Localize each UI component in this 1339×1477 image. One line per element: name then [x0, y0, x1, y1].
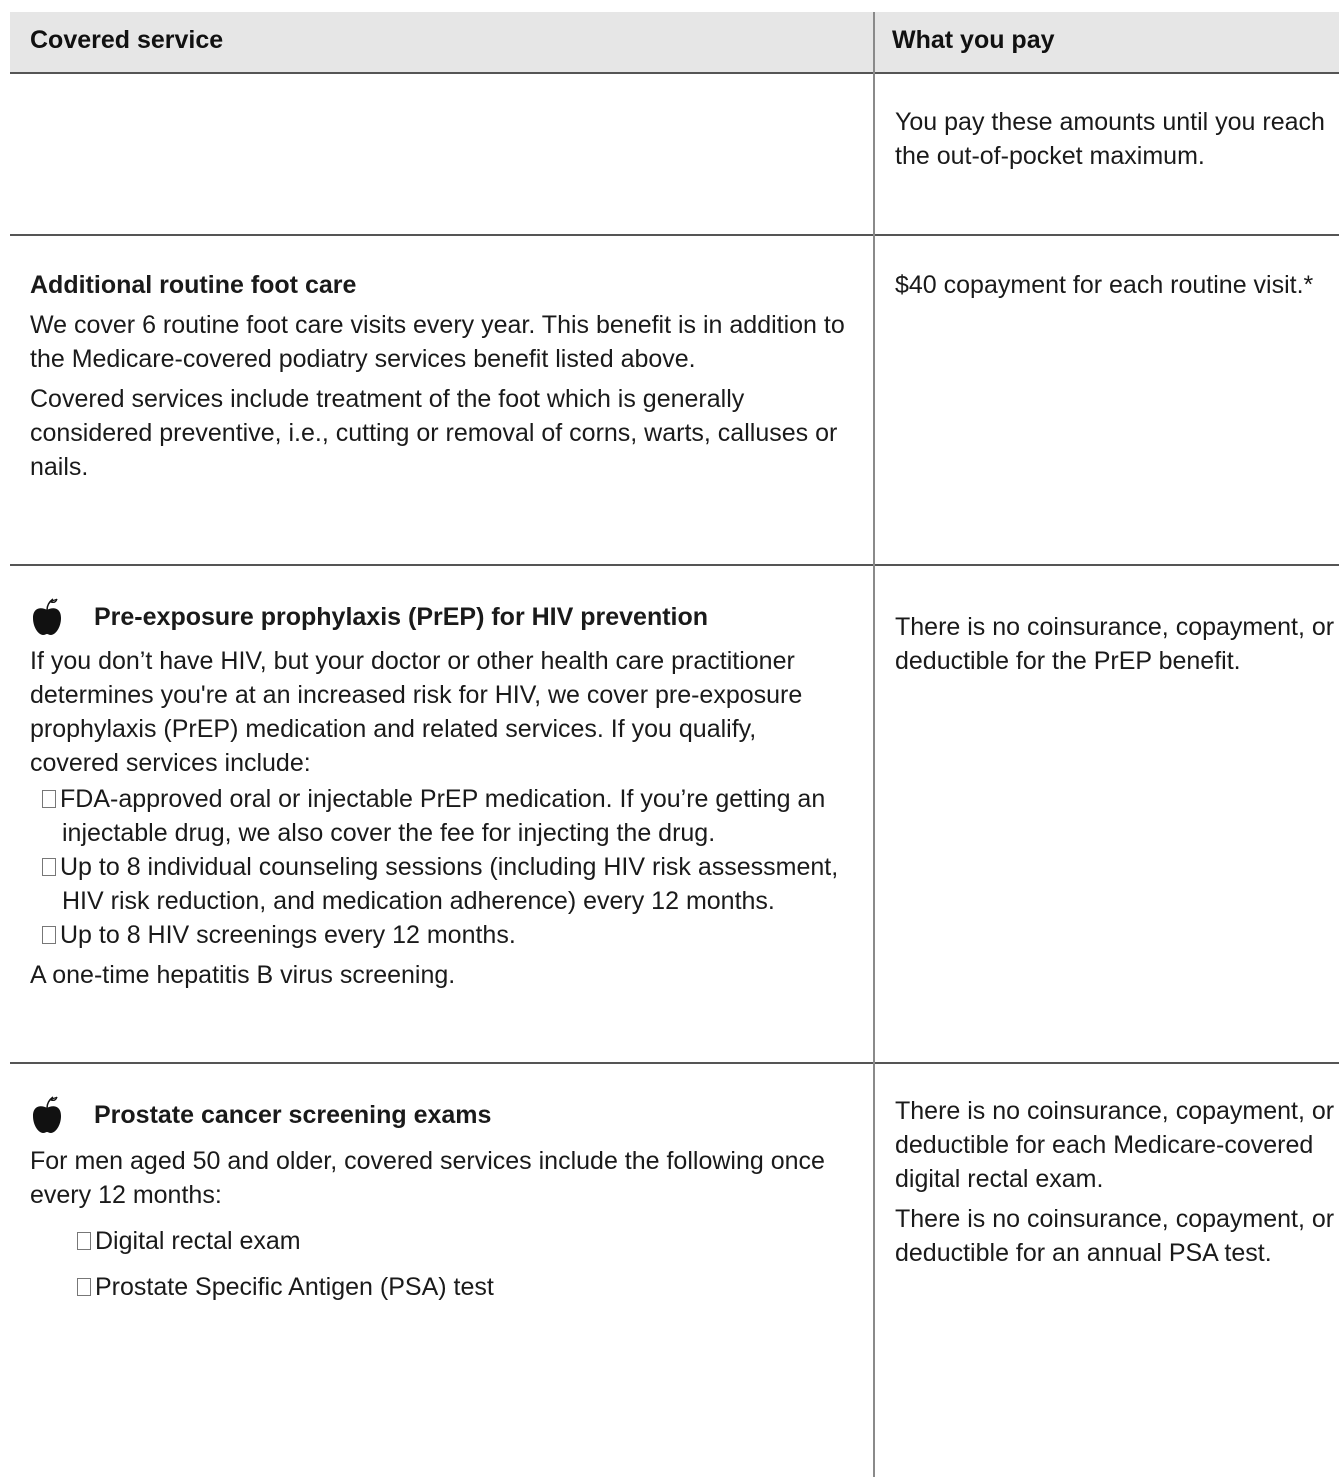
table-row	[10, 566, 1339, 1064]
pay-text: $40 copayment for each routine visit.*	[895, 271, 1314, 299]
table-row	[10, 236, 1339, 566]
list-item: Up to 8 individual counseling sessions (including HIV risk assessment, HIV risk reduction, and medication adherence) every 12 months.	[30, 850, 850, 918]
service-description: A one-time hepatitis B virus screening.	[30, 961, 456, 989]
bullet-box-icon	[42, 926, 56, 944]
table-header	[10, 12, 1339, 74]
list-item: Up to 8 HIV screenings every 12 months.	[30, 918, 850, 952]
bullet-box-icon	[42, 858, 56, 876]
apple-icon	[30, 598, 64, 636]
service-description: Covered services include treatment of the foot which is generally considered preventive, i.e., cutting or removal of corns, warts, calluses or nails.	[30, 385, 838, 481]
header-covered-service: Covered service	[30, 26, 224, 54]
list-item: Prostate Specific Antigen (PSA) test	[30, 1270, 850, 1304]
service-title: Pre-exposure prophylaxis (PrEP) for HIV prevention	[94, 603, 709, 631]
column-divider	[873, 12, 875, 1477]
bullet-box-icon	[77, 1232, 91, 1250]
service-description: If you don’t have HIV, but your doctor or other health care practitioner determines you're at an increased risk for HIV, we cover pre-exposure prophylaxis (PrEP) medication and related services. If you qualify, covered services include:	[30, 647, 803, 777]
header-what-you-pay: What you pay	[892, 26, 1055, 54]
service-title: Additional routine foot care	[30, 271, 357, 299]
table-row	[10, 72, 1339, 236]
pay-text: There is no coinsurance, copayment, or deductible for the PrEP benefit.	[895, 613, 1335, 675]
table-row	[10, 1064, 1339, 1477]
service-description: For men aged 50 and older, covered services include the following once every 12 months:	[30, 1147, 825, 1209]
list-item: FDA-approved oral or injectable PrEP medication. If you’re getting an injectable drug, we also cover the fee for injecting the drug.	[30, 782, 850, 850]
pay-text: You pay these amounts until you reach the out-of-pocket maximum.	[895, 108, 1325, 170]
list-item: Digital rectal exam	[30, 1224, 850, 1258]
bullet-box-icon	[77, 1278, 91, 1296]
apple-icon	[30, 1096, 64, 1134]
bullet-box-icon	[42, 790, 56, 808]
pay-text: There is no coinsurance, copayment, or deductible for each Medicare-covered digital rectal exam.	[895, 1097, 1335, 1193]
service-description: We cover 6 routine foot care visits every year. This benefit is in addition to the Medicare-covered podiatry services benefit listed above.	[30, 311, 845, 373]
pay-text: There is no coinsurance, copayment, or deductible for an annual PSA test.	[895, 1205, 1335, 1267]
service-title: Prostate cancer screening exams	[94, 1101, 492, 1129]
benefits-table	[10, 12, 1339, 1477]
